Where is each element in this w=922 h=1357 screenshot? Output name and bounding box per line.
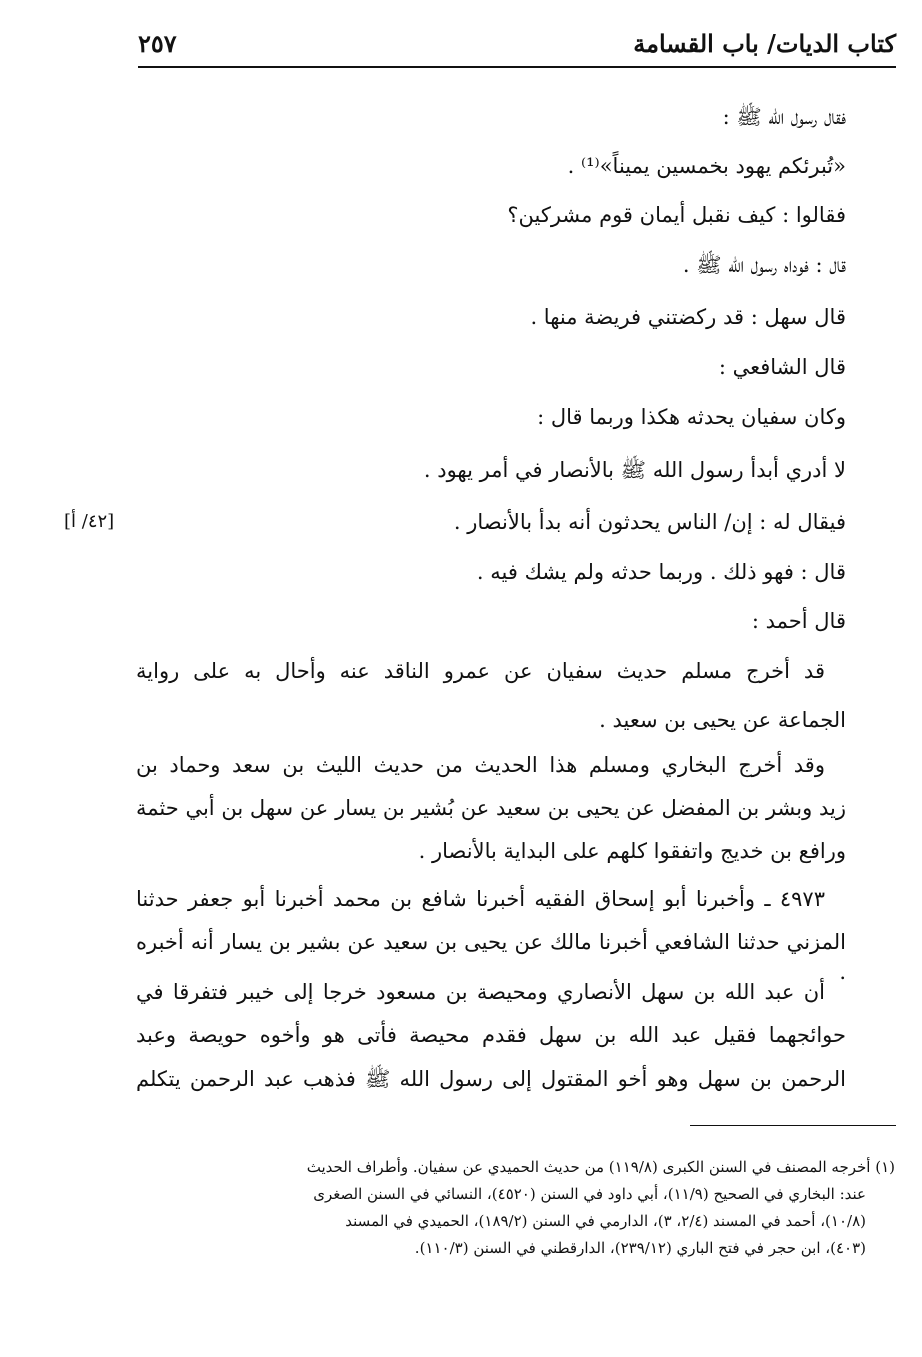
- running-header: [138, 22, 896, 66]
- text-line: وقد أخرج البخاري ومسلم هذا الحديث من حديث الليث بن سعد وحماد بن: [136, 753, 825, 777]
- text-line: فيقال له : إن/ الناس يحدثون أنه بدأ بالأنصار .: [453, 510, 846, 534]
- text-line: أن عبد الله بن سهل الأنصاري ومحيصة بن مسعود خرجا إلى خيبر فتفرقا في: [136, 980, 826, 1004]
- footnote-rule: [690, 1125, 896, 1126]
- text-line: زيد وبشر بن المفضل عن يحيى بن سعيد عن بُشير بن يسار عن سهل بن أبي حثمة: [136, 796, 846, 820]
- footnote-line: (١٠/٨)، أحمد في المسند (٢/٤، ٣)، الدارمي في السنن (١٨٩/٢)، الحميدي في المسند: [345, 1212, 866, 1230]
- text-line: «تُبرئكم يهود بخمسين يميناً»⁽¹⁾ .: [567, 154, 846, 178]
- text-line: قال : فهو ذلك . وربما حدثه ولم يشك فيه .: [476, 560, 846, 584]
- text-line: المزني حدثنا الشافعي أخبرنا مالك عن يحيى بن سعيد عن بشير بن يسار أنه أخبره .: [136, 930, 846, 984]
- text-line: وكان سفيان يحدثه هكذا وربما قال :: [537, 405, 846, 429]
- text-line: فقالوا : كيف نقبل أيمان قوم مشركين؟: [507, 203, 846, 227]
- footnote-line: (١) أخرجه المصنف في السنن الكبرى (١١٩/٨) من حديث الحميدي عن سفيان. وأطراف الحديث: [306, 1158, 895, 1176]
- footnote-line: عند: البخاري في الصحيح (١١/٩)، أبي داود في السنن (٤٥٢٠)، النسائي في السنن الصغرى: [313, 1185, 866, 1203]
- text-line: فقال رسول الله ﷺ :: [722, 105, 846, 129]
- page-number: ٢٥٧: [138, 29, 177, 58]
- footnote-line: (٤٠٣)، ابن حجر في فتح الباري (٢٣٩/١٢)، الدارقطني في السنن (١١٠/٣).: [414, 1239, 866, 1257]
- text-line: الرحمن بن سهل وهو أخو المقتول إلى رسول الله ﷺ فذهب عبد الرحمن يتكلم: [136, 1067, 846, 1091]
- hadith-line: ٤٩٧٣ ـ وأخبرنا أبو إسحاق الفقيه أخبرنا شافع بن محمد أخبرنا أبو جعفر حدثنا: [136, 887, 825, 911]
- text-line: قد أخرج مسلم حديث سفيان عن عمرو الناقد عنه وأحال به على رواية: [136, 659, 825, 683]
- text-line: قال سهل : قد ركضتني فريضة منها .: [530, 305, 846, 329]
- folio-marginal-note: [٤٢/ أ]: [64, 511, 115, 532]
- header-rule: [138, 66, 896, 68]
- text-line: الجماعة عن يحيى بن سعيد .: [599, 708, 846, 732]
- text-line: حوائجهما فقيل عبد الله بن سهل فقدم محيصة فأتى هو وأخوه حويصة وعبد: [136, 1023, 846, 1047]
- text-line: لا أدري أبدأ رسول الله ﷺ بالأنصار في أمر يهود .: [423, 458, 846, 482]
- text-line: قال أحمد :: [751, 609, 846, 633]
- text-line: ورافع بن خديج واتفقوا كلهم على البداية بالأنصار .: [418, 839, 846, 863]
- text-line: قال : فوداه رسول الله ﷺ .: [682, 253, 846, 277]
- text-line: قال الشافعي :: [718, 355, 846, 379]
- chapter-title: كتاب الديات/ باب القسامة: [633, 29, 896, 58]
